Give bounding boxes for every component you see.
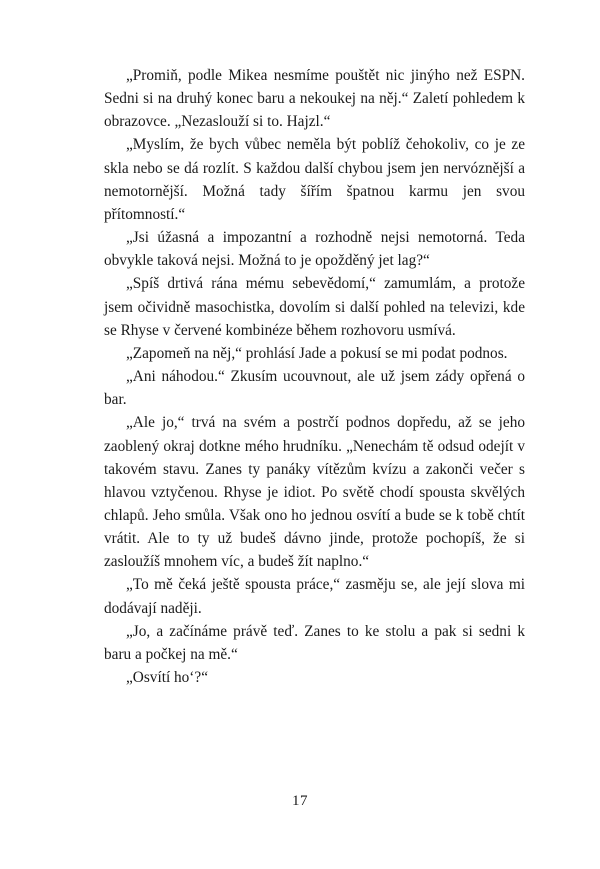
page-number: 17: [292, 793, 308, 809]
body-text: [104, 64, 525, 689]
paragraph: „Zapomeň na něj,“ prohlásí Jade a pokusí se mi podat podnos.: [126, 344, 508, 362]
paragraph: „Jsi úžasná a impozantní a rozhodně nejsi nemotorná. Teda obvykle taková nejsi. Možná to je opožděný jet lag?“: [104, 229, 525, 270]
paragraph: „Ani náhodou.“ Zkusím ucouvnout, ale už jsem zády opřená o bar.: [104, 368, 525, 409]
paragraph: „Promiň, podle Mikea nesmíme pouštět nic jinýho než ESPN. Sedni si na druhý konec baru a nekoukej na něj.“ Zaletí pohledem k obrazovce. „Nezaslouží si to. Hajzl.“: [104, 67, 525, 131]
paragraph: „To mě čeká ještě spousta práce,“ zasměju se, ale její slova mi dodávají naději.: [104, 576, 525, 617]
paragraph: „Jo, a začínáme právě teď. Zanes to ke stolu a pak si sedni k baru a počkej na mě.“: [104, 622, 525, 663]
paragraph: „Spíš drtivá rána mému sebevědomí,“ zamumlám, a protože jsem očividně masochistka, dovolím si další pohled na televizi, kde se Rhyse v červené kombinéze během rozhovoru usmívá.: [104, 275, 525, 339]
paragraph: „Myslím, že bych vůbec neměla být poblíž čehokoliv, co je ze skla nebo se dá rozlít. S každou další chybou jsem jen nervóznější a nemotornější. Možná tady šířím špatnou karmu jen svou přítomností.“: [104, 136, 525, 223]
paragraph: „Osvítí ho‘?“: [126, 669, 208, 687]
paragraph: „Ale jo,“ trvá na svém a postrčí podnos dopředu, až se jeho zaoblený okraj dotkne mého hrudníku. „Nenechám tě odsud odejít v takovém stavu. Zanes ty panáky vítězům kvízu a zakonči večer s hlavou vztyčenou. Rhyse je idiot. Po světě chodí spousta skvělých chlapů. Jeho smůla. Však ono ho jednou osvítí a bude se k tobě chtít vrátit. Ale to ty už budeš dávno jinde, protože pochopíš, že si zasloužíš mnohem víc, a budeš žít naplno.“: [104, 414, 525, 571]
